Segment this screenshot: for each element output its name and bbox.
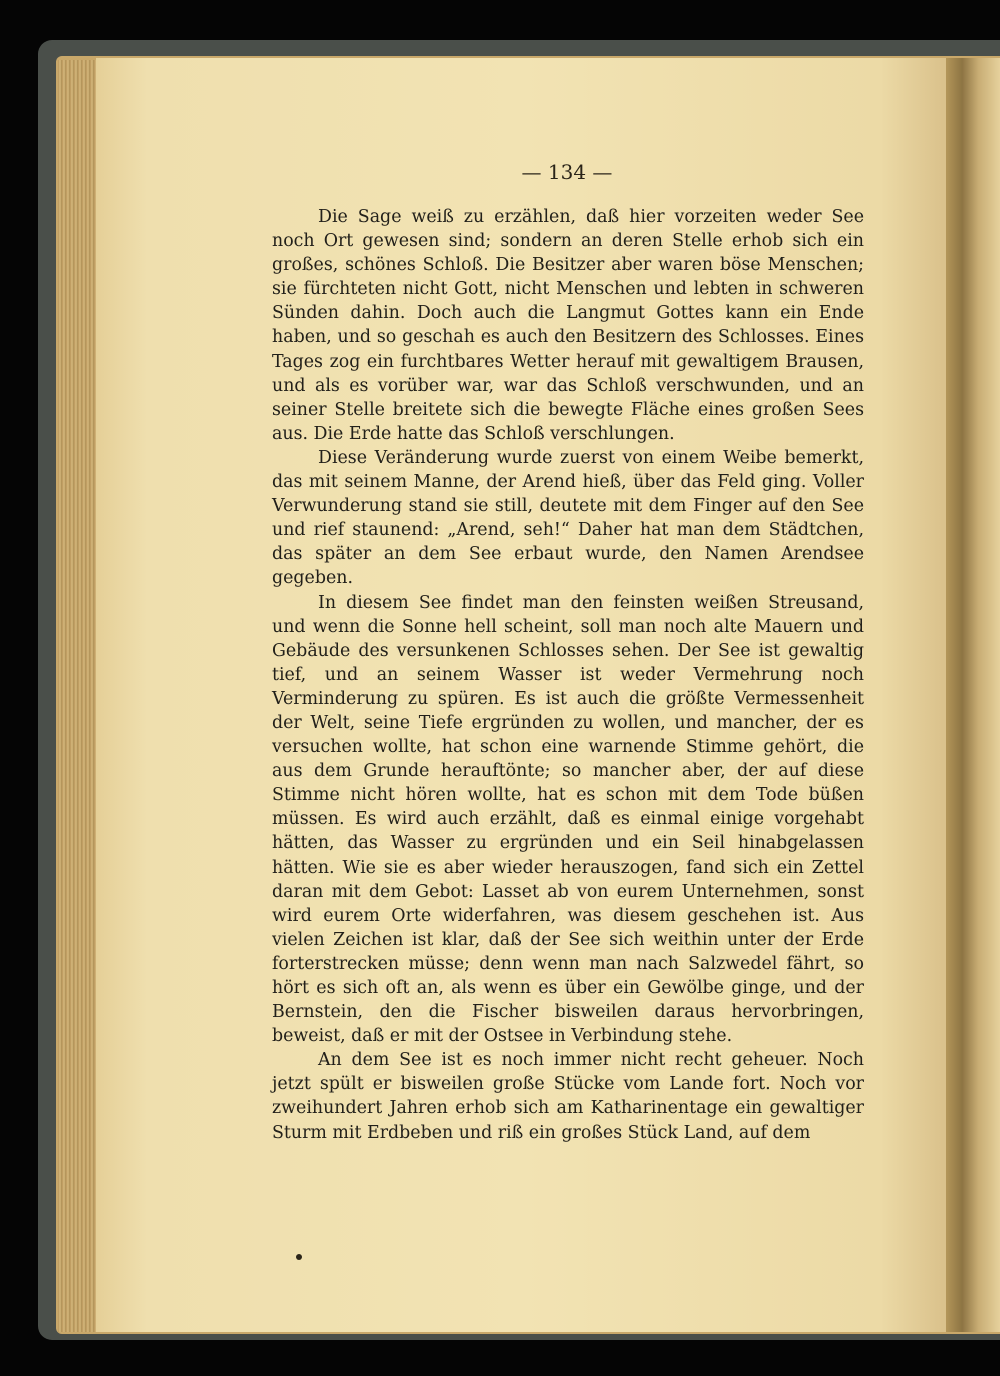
ink-dot [296, 1254, 302, 1260]
paragraph: In diesem See findet man den feinsten weißen Streusand, und wenn die Sonne hell scheint, soll man noch alte Mauern und Gebäude des versunkenen Schlosses sehen. Der See ist gewaltig tief, und an seinem Wasser ist weder Vermehrung noch Verminderung zu spüren. Es ist auch die größte Vermessenheit der Welt, seine Tiefe ergründen zu wollen, und mancher, der es versuchen wollte, hat schon eine warnende Stimme gehört, die aus dem Grunde herauftönte; so mancher aber, der auf diese Stimme nicht hören wollte, hat es schon mit dem Tode büßen müssen. Es wird auch erzählt, daß es einmal einige vorgehabt hätten, das Wasser zu ergründen und ein Seil hinabgelassen hätten. Wie sie es aber wieder herauszogen, fand sich ein Zettel daran mit dem Gebot: Lasset ab von eurem Unternehmen, sonst wird eurem Orte widerfahren, was diesem geschehen ist. Aus vielen Zeichen ist klar, daß der See sich weithin unter der Erde forterstrecken müsse; denn wenn man nach Salzwedel fährt, so hört es sich oft an, als wenn es über ein Gewölbe ginge, und der Bernstein, den die Fischer bisweilen daraus hervorbringen, beweist, daß er mit der Ostsee in Verbindung stehe. [272, 592, 864, 1047]
paragraph: Die Sage weiß zu erzählen, daß hier vorzeiten weder See noch Ort gewesen sind; sondern an deren Stelle erhob sich ein großes, schönes Schloß. Die Besitzer aber waren böse Menschen; sie fürchteten nicht Gott, nicht Menschen und lebten in schweren Sünden dahin. Doch auch die Langmut Gottes kann ein Ende haben, und so geschah es auch den Besitzern des Schlosses. Eines Tages zog ein furchtbares Wetter herauf mit gewaltigem Brausen, und als es vorüber war, war das Schloß verschwunden, und an seiner Stelle breitete sich die bewegte Fläche eines großen Sees aus. Die Erde hatte das Schloß verschlungen. [272, 207, 864, 444]
book-gutter [946, 58, 1000, 1332]
paragraph: Diese Veränderung wurde zuerst von einem Weibe bemerkt, das mit seinem Manne, der Arend hieß, über das Feld ging. Voller Verwunderung stand sie still, deutete mit dem Finger auf den See und rief staunend: „Arend, seh!“ Daher hat man dem Städtchen, das später an dem See erbaut wurde, den Namen Arendsee gegeben. [272, 447, 864, 589]
page-number: — 134 — [521, 160, 613, 184]
paragraph: An dem See ist es noch immer nicht recht geheuer. Noch jetzt spült er bisweilen große Stücke vom Lande fort. Noch vor zweihundert Jahren erhob sich am Katharinentage ein gewaltiger Sturm mit Erdbeben und riß ein großes Stück Land, auf dem [272, 1050, 864, 1143]
page-edges [58, 60, 98, 1332]
page-text [272, 205, 864, 1145]
